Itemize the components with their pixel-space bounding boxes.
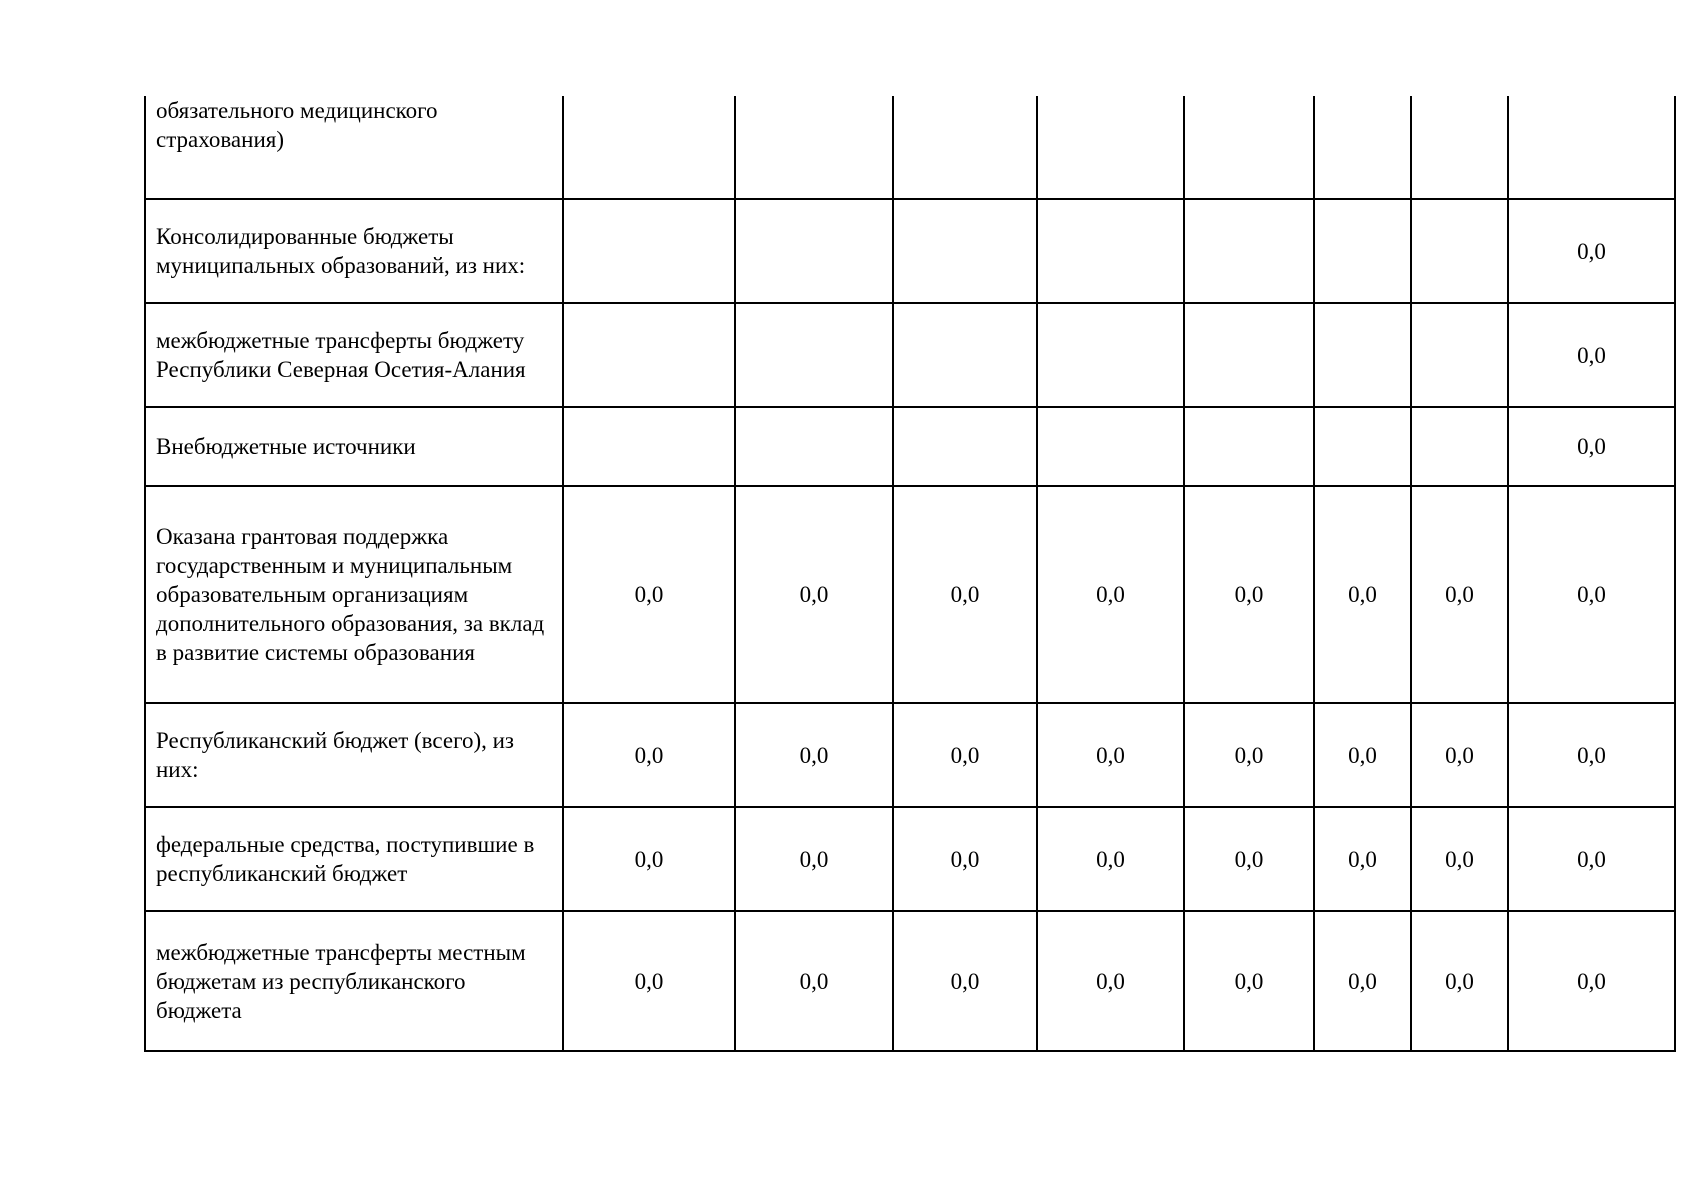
value-cell [1411, 303, 1508, 407]
value-cell: 0,0 [1184, 911, 1314, 1051]
value-cell: 0,0 [1184, 807, 1314, 911]
value-cell [1184, 96, 1314, 199]
value-cell: 0,0 [893, 807, 1037, 911]
value-cell: 0,0 [735, 486, 893, 703]
value-cell: 0,0 [1184, 703, 1314, 807]
row-label: Консолидированные бюджеты муниципальных образований, из них: [145, 199, 563, 303]
value-cell: 0,0 [1037, 911, 1184, 1051]
value-cell [1508, 96, 1675, 199]
value-cell [1314, 407, 1411, 486]
table-row [145, 807, 1675, 911]
value-cell [1314, 199, 1411, 303]
value-cell: 0,0 [1037, 703, 1184, 807]
value-cell: 0,0 [1314, 807, 1411, 911]
table-row [145, 96, 1675, 199]
value-cell [893, 407, 1037, 486]
value-cell [1184, 303, 1314, 407]
value-cell: 0,0 [563, 703, 735, 807]
value-cell: 0,0 [735, 807, 893, 911]
value-cell: 0,0 [563, 911, 735, 1051]
table-row [145, 703, 1675, 807]
value-cell [1037, 96, 1184, 199]
value-cell: 0,0 [893, 703, 1037, 807]
value-cell [1184, 199, 1314, 303]
value-cell [893, 96, 1037, 199]
value-cell [893, 199, 1037, 303]
row-label: обязательного медицинского страхования) [145, 96, 563, 199]
value-cell: 0,0 [1508, 911, 1675, 1051]
value-cell: 0,0 [1184, 486, 1314, 703]
value-cell [735, 199, 893, 303]
value-cell: 0,0 [1314, 486, 1411, 703]
value-cell: 0,0 [1411, 911, 1508, 1051]
table-row [145, 303, 1675, 407]
value-cell [735, 96, 893, 199]
value-cell [1037, 407, 1184, 486]
row-label: Республиканский бюджет (всего), из них: [145, 703, 563, 807]
table-row [145, 199, 1675, 303]
row-label: федеральные средства, поступившие в республиканский бюджет [145, 807, 563, 911]
value-cell: 0,0 [735, 911, 893, 1051]
value-cell: 0,0 [1411, 807, 1508, 911]
value-cell: 0,0 [1314, 703, 1411, 807]
value-cell: 0,0 [1508, 407, 1675, 486]
value-cell [1314, 96, 1411, 199]
value-cell [1411, 407, 1508, 486]
value-cell: 0,0 [1037, 486, 1184, 703]
value-cell [735, 407, 893, 486]
value-cell [893, 303, 1037, 407]
table-row [145, 486, 1675, 703]
value-cell: 0,0 [735, 703, 893, 807]
value-cell: 0,0 [563, 807, 735, 911]
row-label: Внебюджетные источники [145, 407, 563, 486]
value-cell: 0,0 [563, 486, 735, 703]
row-label: межбюджетные трансферты местным бюджетам из республиканского бюджета [145, 911, 563, 1051]
row-label: Оказана грантовая поддержка государственным и муниципальным образовательным организациям дополнительного образования, за вклад в развитие системы образования [145, 486, 563, 703]
table-row [145, 407, 1675, 486]
budget-table [144, 96, 1676, 1052]
row-label: межбюджетные трансферты бюджету Республики Северная Осетия-Алания [145, 303, 563, 407]
value-cell [1037, 303, 1184, 407]
value-cell [563, 407, 735, 486]
value-cell [1411, 96, 1508, 199]
value-cell: 0,0 [893, 911, 1037, 1051]
table-row [145, 911, 1675, 1051]
value-cell [563, 303, 735, 407]
value-cell: 0,0 [1508, 807, 1675, 911]
value-cell [563, 199, 735, 303]
value-cell [1184, 407, 1314, 486]
value-cell: 0,0 [893, 486, 1037, 703]
value-cell [1037, 199, 1184, 303]
value-cell: 0,0 [1411, 703, 1508, 807]
value-cell [1411, 199, 1508, 303]
value-cell: 0,0 [1508, 486, 1675, 703]
value-cell: 0,0 [1411, 486, 1508, 703]
value-cell: 0,0 [1037, 807, 1184, 911]
value-cell [735, 303, 893, 407]
value-cell: 0,0 [1508, 703, 1675, 807]
value-cell: 0,0 [1314, 911, 1411, 1051]
value-cell [563, 96, 735, 199]
value-cell: 0,0 [1508, 303, 1675, 407]
value-cell: 0,0 [1508, 199, 1675, 303]
value-cell [1314, 303, 1411, 407]
